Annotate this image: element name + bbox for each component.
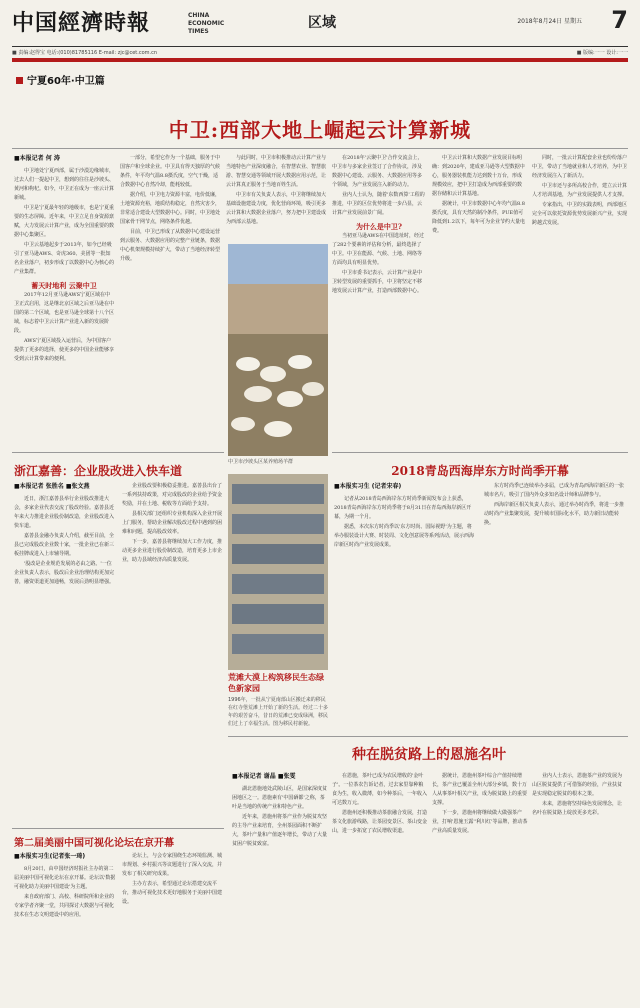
- photo-solar: [228, 474, 328, 670]
- header-red-rule: [12, 58, 628, 62]
- article5-col1: ■本报实习生(记者张一琦) 8月20日，由中国经济时报社主办的第二届美丽中国可视化论坛在京开幕。论坛以'数据可视化助力美丽中国建设'为主题。 来自政府部门、高校、科研院所和企业的专家学者齐聚一堂，共同探讨大数据与可视化技术在生态文明建设中的应用。: [14, 853, 116, 918]
- divider: [12, 148, 628, 149]
- article4-col1: ■本报记者 谢晶 ■张雯 湖北恩施地处武陵山区，是国家深度贫困地区之一。恩施素有'中国硒都'之称，茶叶是当地的传统产业和特色产业。 近年来，恩施州将茶产业作为脱贫攻坚的主导产业来培育，全州茶园面积不断扩大，茶叶产量和产值逐年增长，带动了大量贫困户脱贫致富。: [232, 773, 328, 847]
- article1-col2: 一部分，希望它作为一个基础，服务于中国客户和全球企业。中卫具有得天独厚的气候条件，年平均气温8.8摄氏度，空气干燥，适合数据中心自然冷却，能耗较低。 据介绍，中卫电力资源丰富，电价低廉，土地资源充裕，地质结构稳定，自然灾害少，非常适合建设大型数据中心。同时，中卫地处国家骨干网节点，网络条件优越。 目前，中卫已形成了从数据中心建设运营到云服务、大数据应用的完整产业链条，数据中心机架规模持续扩大，带动了当地经济转型升级。: [120, 155, 220, 262]
- photo-solar-caption: 1996年，一批从宁夏南部山区搬迁来的移民在红寺堡荒滩上开始了新的生活。经过二十多年的艰苦奋斗，昔日的荒滩已变成绿洲，移民们过上了幸福生活。图为移民村新貌。: [228, 697, 329, 727]
- article5-col2: 论坛上，与会专家围绕生态环境监测、城市规划、乡村振兴等议题进行了深入交流，并发布了相关研究成果。 主办方表示，希望通过论坛搭建交流平台，推动可视化技术更好地服务于美丽中国建设。: [122, 853, 223, 905]
- article1-col4: 在2018年'云聚中卫'合作交流会上，中卫市与多家企业签订了合作协议，涉及数据中心建设、云服务、大数据应用等多个领域，为产业发展注入新的动力。 业内人士认为，随着'东数西算'工程的推进，中卫的区位优势将进一步凸显，云计算产业发展前景广阔。 为什么是中卫? 当初亚马逊AWS在中国选址时，经过了282个要素的评估和分析，最终选择了中卫。中卫在能源、气候、土地、网络等方面均具有明显优势。 中卫市委书记表示，云计算产业是中卫转型发展的重要抓手，中卫将坚定不移地发展云计算产业，打造西部数据中心。: [332, 155, 425, 294]
- newspaper-logo: 中国經濟時報: [12, 10, 151, 36]
- article4-col3: 据统计，恩施州茶叶综合产值持续增长，茶产业已覆盖全州大部分乡镇，数十万人从事茶叶相关产业，成为脱贫路上的重要支撑。 下一步，恩施州将继续做大做强茶产业，打响'恩施玉露''利川红'等品牌，推动茶产业高质量发展。: [432, 773, 528, 834]
- divider: [12, 452, 224, 453]
- article2-headline: 浙江嘉善：企业股改进入快车道: [14, 464, 183, 478]
- article3-col1: ■本报实习生 (记者宋春) 记者从2018青岛西海岸东方时尚季新闻发布会上获悉，2018青岛西海岸东方时尚季将于8月31日在青岛西海岸新区开幕，为期一个月。 据悉，本次东方时尚季以'东方时尚、国际视野'为主题，将举办服装设计大赛、时装周、文化创意展等系列活动，展示西海岸新区时尚产业发展成果。: [334, 483, 474, 548]
- article3-headline: 2018青岛西海岸东方时尚季开幕: [391, 464, 569, 478]
- designer-info: ■ 版编:一一 设计:一一: [576, 50, 628, 56]
- article1-col1: ■本报记者 何 涛 中卫地处宁夏西部，属于沙漠边缘城市，过去人们一提起中卫，想到的往往是沙坡头、黄河和枸杞。如今，中卫正在成为一座云计算新城。 中卫是宁夏最年轻的地级市，也是宁夏重要的生态屏障。近年来，中卫立足自身资源禀赋，大力发展云计算产业，成为全国重要的数据中心集聚区。 中卫云基地起步于2013年，如今已经吸引了亚马逊AWS、奇虎360、美团等一批知名企业落户，初步形成了以数据中心为核心的产业集群。 蓄天时地利 云聚中卫 2017年12月亚马逊AWS宁夏区域在中卫正式启用，这是继北京区域之后亚马逊在中国的第二个区域，也是亚马逊全球第十八个区域，标志着中卫云计算产业进入新的发展阶段。 AWS宁夏区域投入运营后，为中国客户提供了更多的选择，使更多的中国企业能够享受到云计算带来的便利。: [14, 155, 114, 362]
- article4-col2: 在恩施，茶叶已成为农民增收的'金叶子'。一位茶农告诉记者，过去家里靠种粮食为生，收入微薄，如今种茶后，一年收入可达数万元。 恩施州还积极推动茶旅融合发展，打造茶文化旅游线路，让茶园变景区、茶山变金山，进一步拓宽了农民增收渠道。: [332, 773, 428, 834]
- photo-sheep-caption: 中卫市沙坡头区某养殖场羊群: [228, 459, 294, 465]
- red-square-icon: [16, 77, 23, 84]
- divider: [228, 736, 628, 737]
- article3-col2: 东方时尚季已连续举办多届，已成为青岛西海岸新区的一张城市名片，吸引了国内外众多知名设计师和品牌参与。 西海岸新区相关负责人表示，通过举办时尚季，将进一步推动时尚产业集聚发展，提升城市国际化水平，助力新旧动能转换。: [484, 483, 625, 526]
- subhead: 为什么是中卫?: [355, 222, 403, 231]
- sheep-photo-icon: [228, 244, 328, 456]
- issue-date: 2018年8月24日 星期五: [517, 18, 582, 25]
- article2-col2: 企业股改要积极稳妥推进。嘉善县出台了一系列扶持政策，对完成股改的企业给予资金奖励，并在土地、税收等方面给予支持。 县相关部门还组织专业机构深入企业开展上门服务，帮助企业解决股改过程中遇到的困难和问题，提高股改效率。 下一步，嘉善县将继续加大工作力度，推动更多企业进行股份制改造，培育更多上市企业，助力县域经济高质量发展。: [122, 483, 223, 563]
- editor-info: ■ 责编:赵得宝 电话:(010)81785116 E-mail: zjc@cet.com.cn: [12, 50, 158, 56]
- masthead: [12, 6, 628, 46]
- page-number: 7: [611, 6, 628, 34]
- solar-panel-photo-icon: [228, 474, 328, 670]
- article4-headline: 种在脱贫路上的恩施名叶: [352, 747, 506, 763]
- newspaper-logo-en: CHINA ECONOMIC TIMES: [188, 12, 225, 35]
- article4-col4: 业内人士表示，恩施茶产业的发展为山区脱贫提供了可借鉴的经验，产业扶贫是实现稳定脱贫的根本之策。 未来，恩施将坚持绿色发展理念，让名叶在脱贫路上绽放更多光彩。: [532, 773, 623, 816]
- editor-info-bar: [12, 46, 628, 56]
- subhead: 蓄天时地利 云聚中卫: [31, 281, 97, 290]
- divider: [332, 452, 628, 453]
- article1-col5: 中卫云计算和大数据产业发展目标明确：到2020年，建成亚马逊等大型数据中心，服务器装机能力达到数十万台，形成规模效应，把中卫打造成为西部重要的数据存储和云计算基地。 据统计，中卫市数据中心年均气温8.8摄氏度，具有天然的制冷条件，PUE值可降低到1.2以下，每年可为企业节约大量电费。: [432, 155, 525, 234]
- section-title: 区域: [308, 15, 336, 31]
- photo-solar-title: 荒滩大漠上构筑移民生态绿色新家园: [228, 672, 324, 693]
- photo-sheep: [228, 244, 328, 456]
- article5-headline: 第二届美丽中国可视化论坛在京开幕: [14, 838, 174, 849]
- article1-col6: 同时，一批云计算配套企业也纷纷落户中卫，带动了当地就业和人才培养，为中卫经济发展注入了新活力。 中卫市还与多所高校合作，建立云计算人才培训基地，为产业发展提供人才支撑。 专家指出，中卫的实践表明，西部地区完全可以依托资源优势发展新兴产业，实现跨越式发展。: [532, 155, 628, 226]
- article1-headline: 中卫:西部大地上崛起云计算新城: [168, 118, 472, 142]
- article2-col1: ■本报记者 张胜名 ■张文燕 近日，浙江嘉善县举行企业股改推进大会，多家企业代表交流了股改经验。嘉善县近年来大力推进企业股份制改造，企业股改进入快车道。 嘉善县金融办负责人介绍，截至目前，全县已完成股改企业数十家，一批企业已在新三板挂牌或进入上市辅导期。 '股改是企业规范发展的必由之路。'一位企业负责人表示，股改后企业治理结构更加完善，融资渠道更加通畅，发展后劲明显增强。: [14, 483, 115, 585]
- article1-col3: 与此同时，中卫市积极推动云计算产业与当地特色产业深度融合，在智慧农业、智慧旅游、智慧交通等领域开展大数据应用示范，让云计算真正服务于当地百姓生活。 中卫市有关负责人表示，中卫将继续加大基础设施建设力度，优化营商环境，吸引更多云计算和大数据企业落户，努力把中卫建设成为西部云基地。: [226, 155, 326, 225]
- divider: [12, 828, 224, 829]
- series-tag: 宁夏60年·中卫篇: [16, 72, 105, 87]
